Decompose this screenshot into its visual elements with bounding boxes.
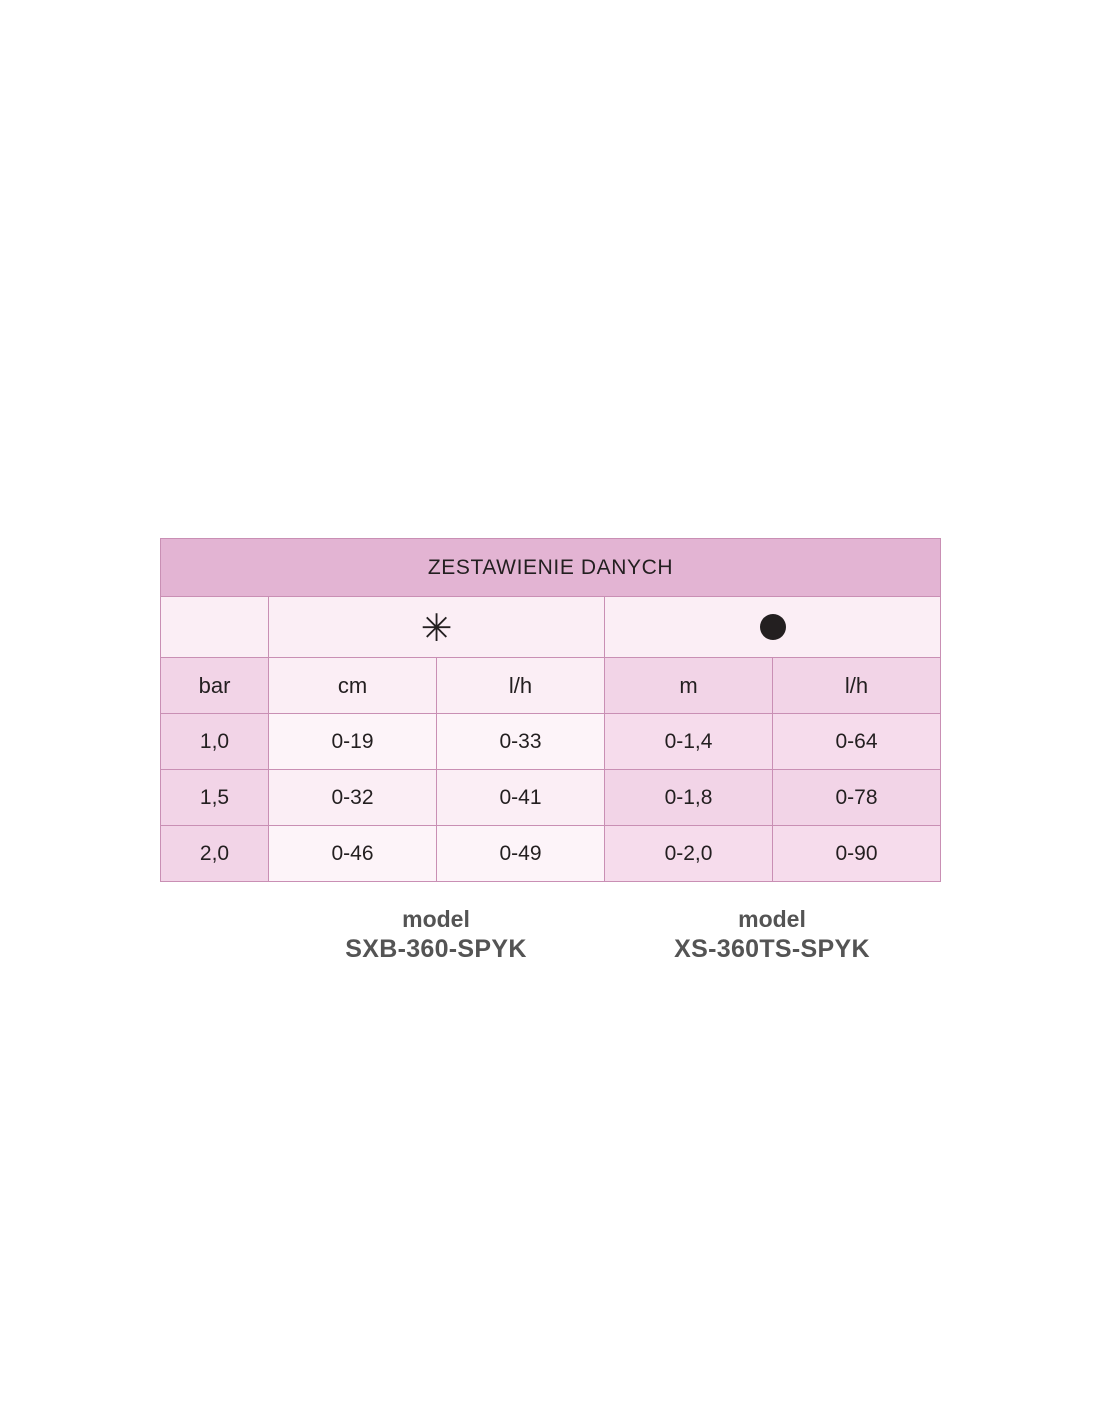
- cell-group-b-lh: 0-78: [773, 770, 941, 826]
- cell-group-b-m: 0-1,8: [605, 770, 773, 826]
- cell-group-a-cm: 0-19: [269, 714, 437, 770]
- column-header-group-b-lh: l/h: [773, 658, 941, 714]
- table-title-row: [161, 539, 941, 597]
- model-captions: [160, 905, 940, 995]
- cell-group-b-m: 0-2,0: [605, 826, 773, 882]
- cell-group-b-m: 0-1,4: [605, 714, 773, 770]
- group-a-icon-cell: [269, 597, 605, 658]
- row-label: 1,0: [161, 714, 269, 770]
- cell-group-b-lh: 0-64: [773, 714, 941, 770]
- specification-table: [160, 538, 941, 882]
- model-label: model: [738, 906, 806, 932]
- model-label: model: [402, 906, 470, 932]
- data-table-container: [160, 538, 940, 882]
- cell-group-a-lh: 0-33: [437, 714, 605, 770]
- cell-group-a-cm: 0-46: [269, 826, 437, 882]
- model-code: XS-360TS-SPYK: [674, 934, 870, 963]
- model-caption-group-b: [604, 905, 940, 965]
- asterisk-icon: ✳: [420, 608, 453, 650]
- icon-row-blank-cell: [161, 597, 269, 658]
- table-row: [161, 826, 941, 882]
- model-code: SXB-360-SPYK: [345, 934, 527, 963]
- table-icon-row: [161, 597, 941, 658]
- column-header-group-a-cm: cm: [269, 658, 437, 714]
- cell-group-a-lh: 0-41: [437, 770, 605, 826]
- group-b-icon-cell: [605, 597, 941, 658]
- model-caption-group-a: [268, 905, 604, 965]
- table-row: [161, 770, 941, 826]
- table-title: ZESTAWIENIE DANYCH: [161, 539, 941, 597]
- column-header-bar: bar: [161, 658, 269, 714]
- cell-group-b-lh: 0-90: [773, 826, 941, 882]
- column-header-group-a-lh: l/h: [437, 658, 605, 714]
- table-row: [161, 714, 941, 770]
- column-header-group-b-m: m: [605, 658, 773, 714]
- row-label: 1,5: [161, 770, 269, 826]
- table-header-row: [161, 658, 941, 714]
- row-label: 2,0: [161, 826, 269, 882]
- cell-group-a-cm: 0-32: [269, 770, 437, 826]
- filled-circle-icon: [760, 614, 786, 640]
- cell-group-a-lh: 0-49: [437, 826, 605, 882]
